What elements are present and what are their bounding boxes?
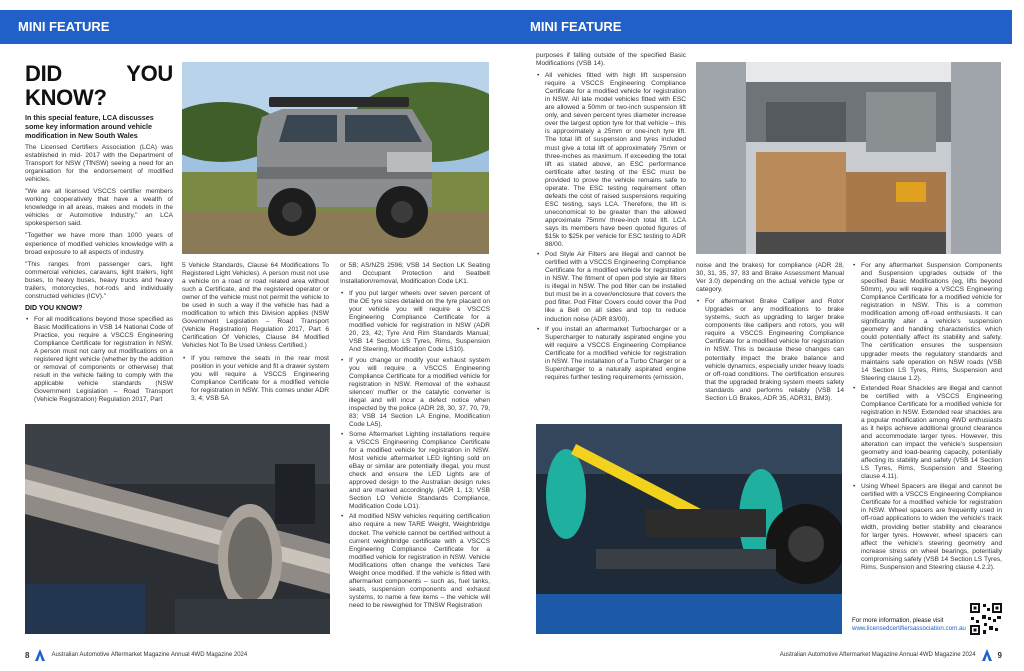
bullet-item: • For all modifications beyond those specified as Basic Modifications in VSB 14 National Code of Practice, you require a VSCCS Engineering Compliance Certificate for registration in NSW. A person must not carry out modifications on a registered light vehicle (whether by the addition or removal of components or otherwise) that result in the vehicle failing to comply with the applicable vehicle standards (NSW Government Legislation – Road Transport (Vehicle Registration) Regulation 2017, Part [25, 316, 173, 405]
bullet-item: • Using Wheel Spacers are illegal and cannot be certified with a VSCCS Engineering Compliance Certificate for a modified vehicle for registration in NSW. Wheel spacers are frequently used in off-road applications to widen the vehicle's track width, providing better stability and clearance for larger tyres. However, wheel spacers can affect the vehicle's steering geometry and increase stress on wheel bearings, potentially compromising safety (VSB 14 Section LS Tyres, Rims, Suspension and Steering clause 4.2.2). [852, 483, 1002, 572]
bullet-item: • Extended Rear Shackles are illegal and cannot be certified with a VSCCS Engineering Compliance Certificate for a modified vehicle for registration in NSW. Extended rear shackles are a popular modification among 4WD enthusiasts as it helps achieve additional ground clearance and accommodate larger tyres. However, this alteration can impact the vehicle's suspension geometry and load-bearing capacity, potentially affecting its stability and safety (VSB 14 Section LS Tyres, Rims, Suspension and Steering clause 4.11). [852, 385, 1002, 482]
page-number: 8 [25, 650, 30, 660]
bullet-item: • Pod Style Air Filters are illegal and cannot be certified with a VSCCS Engineering Compliance Certificate for a modified vehicle for registration in NSW. The fitment of open pod style air filters is illegal in NSW. The pod filter can be installed but must be in a cover/enclosure that covers the pod filter. Pod Filter Covers could cover the Pod like a Bell on all sides and top to reduce induction noise (ADR 83/00). [536, 251, 686, 323]
paragraph: noise and the brakes) for compliance (ADR 28, 30, 31, 35, 37, 83 and Brake Assessment Manual Ver 3.0) depending on the actual vehicle type or category. [696, 262, 844, 294]
qr-code[interactable] [969, 602, 1003, 636]
bullet-item: • If you remove the seats in the rear most position in your vehicle and fit a drawer system you will require a VSCCS Engineering Compliance Certificate for a modified vehicle for registration in NSW. This comes under ADR 3, 4; VSB 5A [182, 355, 329, 403]
left-column-1 [25, 62, 173, 406]
left-column-2 [182, 262, 329, 405]
left-column-3 [340, 262, 490, 612]
paragraph: "We are all licensed VSCCS certifier members working cooperatively that have a wealth of knowledge in all areas, makes and models in the vehicles or Automotive Industry," an LCA spokesperson said. [25, 188, 173, 228]
paragraph: The Licensed Certifiers Association (LCA) was established in mid- 2017 with the Department of Transport for NSW (TfNSW) seeing a need for an organisation for the endorsement of modified vehicles. [25, 144, 173, 184]
more-info [852, 617, 972, 633]
paragraph: or 5B; AS/NZS 2596; VSB 14 Section LK Seating and Occupant Protection and Seatbelt Installation/removal, Modification Code LK1. [340, 262, 490, 286]
website-link[interactable]: www.licensedcertifiersassociation.com.au [852, 625, 966, 632]
right-column-2 [696, 262, 844, 405]
photo-suspension [536, 424, 842, 634]
subheading: DID YOU KNOW? [25, 304, 83, 312]
photo-4wd-vehicle [182, 62, 489, 254]
logo-icon [35, 649, 45, 661]
bullet-item: • If you change or modify your exhaust system you will require a VSCCS Engineering Compliance Certificate for a modified vehicle for registration in NSW. Removal of the exhaust silencer/ muffler or the catalytic converter is illegal and will incur a defect notice when inspected by the police (ADR 28, 30, 37, 70, 79, 83; VSB 14 Section LA Engine, Modification Code LA5). [340, 357, 490, 429]
section-banner-right: MINI FEATURE [512, 10, 1012, 44]
footer-left [25, 649, 247, 661]
paragraph: "This ranges from passenger cars, light commercial vehicles, caravans, light trailers, light buses, to heavy buses, heavy trucks and heavy trailers, motorcycles, hot-rods and individually constructed vehicles (ICV)." [25, 260, 173, 300]
logo-icon [982, 649, 992, 661]
footer-text: Australian Automotive Aftermarket Magazine Annual 4WD Magazine 2024 [51, 652, 248, 658]
right-column-1 [536, 52, 686, 384]
bullet-item: • All vehicles fitted with high lift suspension require a VSCCS Engineering Compliance Certificate for a modified vehicle for registration in NSW. All late model vehicles fitted with ESC are allowed a 50mm or two-inch suspension lift only, and seven percent tyres diameter increase over the largest option tyre for that vehicle – this is approximately a 25mm or one-inch tyre lift. The total lift of suspension and tyres included must give a total lift of approximately 75mm or three-inches as maximum. If exceeding the total lift as stated above, an ESC performance certificate after testing of the ESC must be provided to prove the vehicle remains safe to operate. The ESC testing requirement often defeats the cost of raised suspensions requiring ESC testing, says LCA. Therefore, the lift is uneconomical to be greater than the allowed approximate 75mm/ three-inch total lift. LCA says its members have been quoted figures of $15k to $25k per vehicle for ESC testing to ADR 88/00. [536, 72, 686, 249]
photo-exhaust-system [25, 424, 330, 634]
paragraph: "Together we have more than 1000 years of experience of modified vehicles knowledge with a broad exposure to all aspects of industry. [25, 232, 173, 256]
bullet-item: • All modified NSW vehicles requiring certification also require a new TARE Weight, Weighbridge docket. The vehicle cannot be certified without a current weighbridge certificate with a VSCCS Engineering Compliance Certificate for a modified vehicle for registration in NSW. Vehicle Modifications often change the vehicles Tare Weight once modified. If the vehicle is fitted with aftermarket components – such as, fuel tanks, seats, suspension components and exhaust systems, to name a few items – the vehicle will need to be reweighed for TfNSW Registration [340, 513, 490, 610]
paragraph: 5 Vehicle Standards, Clause 64 Modifications To Registered Light Vehicles). A person must not use a vehicle on a road or road related area without such a Certificate, and the registered operator or owner of the vehicle must not permit the vehicle to be used in such a way if the vehicle has had a modification to which this Division applies (NSW Government Legislation – Road Transport (Vehicle Registration) Regulation 2017, Part 6 Certification Of Vehicles, Clause 84 Modified Vehicles Not To Be Used Unless Certified.) [182, 262, 329, 350]
footer-text: Australian Automotive Aftermarket Magazine Annual 4WD Magazine 2024 [779, 652, 976, 658]
bullet-item: • If you put larger wheels over seven percent of the OE tyre sizes detailed on the tyre placard on your vehicle you will require a VSCCS Engineering Compliance Certificate for a modified vehicle for registration in NSW (ADR 20, 23, 42; Tyre And Rim Standards Manual; VSB 14 Section LS Tyres, Rims, Suspension And Steering, Modification Code LS10). [340, 290, 490, 354]
bullet-item: • For aftermarket Brake Calliper and Rotor Upgrades or any modifications to brake systems, such as upgrading to larger brake components like callipers and rotors, you will require a VSCCS Engineering Compliance Certificate for a modified vehicle for registration in NSW. This is because these changes can potentially impact the brake balance and vehicle dynamics, especially under heavy loads or off-road conditions. The certification ensures that the upgraded braking system meets safety standards and performs reliably (VSB 14 Section LG Brakes, ADR 35, ADR31, BM3). [696, 298, 844, 403]
page-number: 9 [997, 650, 1002, 660]
bullet-item: • If you install an aftermarket Turbocharger or a Supercharger to naturally aspirated engine you will require a VSCCS Engineering Compliance Certificate for a modified vehicle for registration in NSW. The installation of a Turbo Charger or a Supercharger to a naturally aspirated engine requires further testing requirements (emission, [536, 326, 686, 382]
paragraph: purposes if falling outside of the specified Basic Modifications (VSB 14). [536, 52, 686, 68]
right-page [512, 0, 1024, 671]
page-title: DID YOU KNOW? [25, 61, 173, 110]
footer-right [780, 649, 1002, 661]
intro-text: In this special feature, LCA discusses some key information around vehicle modification in New South Wales [25, 113, 154, 140]
section-banner-left: MINI FEATURE [0, 10, 512, 44]
more-info-text: For more information, please visit [852, 617, 944, 624]
bullet-item: • For any aftermarket Suspension Components and Suspension upgrades outside of the specified Basic Modifications (eg, lifts beyond 50mm), you will require a VSCCS Engineering Compliance Certificate for a modified vehicle for registration in NSW. This is a common modification among off-road enthusiasts. It can significantly alter a vehicle's suspension geometry and handling characteristics which could potentially affect its stability and safety. The certification ensures the suspension upgrader meets the regulatory standards and maintains safe operation on NSW roads (VSB 14 Section LS Tyres, Rims, Suspension and Steering clause 1.2). [852, 262, 1002, 383]
right-column-3 [852, 262, 1002, 574]
bullet-item: • Some Aftermarket Lighting installations require a VSCCS Engineering Compliance Certificate for a modified vehicle for registration in NSW. Most vehicle aftermarket LED lighting sold on eBay or similar are potentially illegal, you must check and ensure the LED Lights are of approved design to the Australian design rules and are marked accordingly. (ADR 1, 13; VSB Section LO Vehicle Standards Compliance, Modification Code LO1). [340, 431, 490, 511]
photo-drawer-system [696, 62, 1001, 254]
